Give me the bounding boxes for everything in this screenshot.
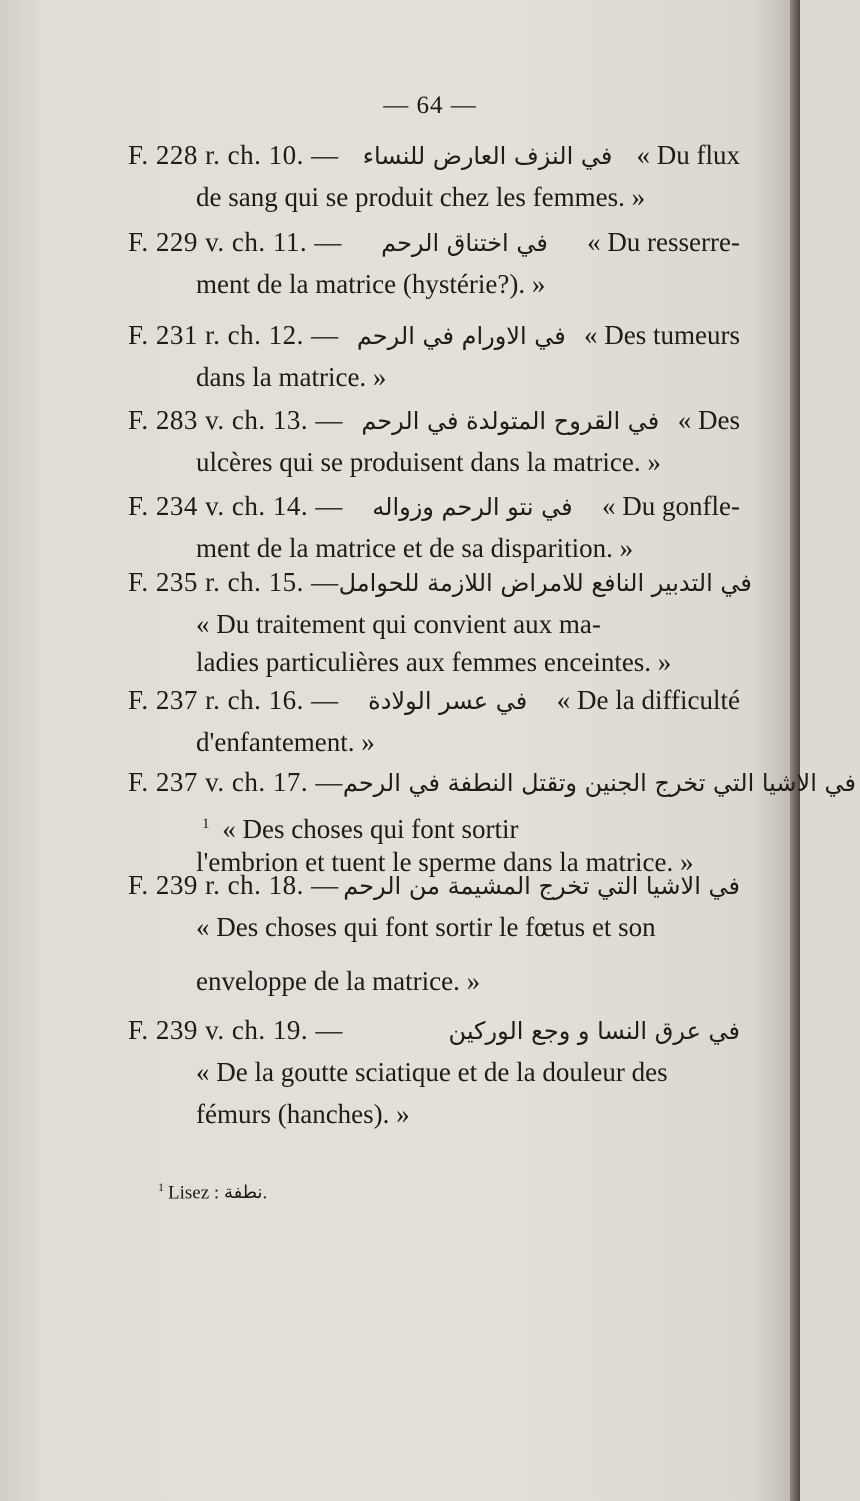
entry-continuation: ment de la matrice et de sa disparition. » <box>196 533 634 563</box>
arabic-title: في الاشيا التي تخرج المشيمة من الرحم <box>343 872 740 900</box>
book-spine-edge <box>790 0 800 1501</box>
arabic-title: في الاورام في الرحم <box>356 322 566 350</box>
footnote-text: Lisez : <box>168 1182 220 1204</box>
french-translation: « De la difficulté <box>556 685 740 715</box>
entry-first-line <box>128 865 740 905</box>
entry-continuation: dans la matrice. » <box>196 362 387 392</box>
folio-reference: F. 283 v. ch. 13. — <box>128 405 343 435</box>
folio-reference: F. 228 r. ch. 10. — <box>128 140 339 170</box>
entry-continuation: de sang qui se produit chez les femmes. » <box>196 182 646 212</box>
folio-reference: F. 239 r. ch. 18. — <box>128 870 339 900</box>
footnote-mark: 1 <box>158 1180 164 1194</box>
entry-first-line <box>128 222 740 262</box>
entry-continuation: d'enfantement. » <box>196 727 375 757</box>
entry-continuation <box>196 804 740 844</box>
arabic-title: في نتو الرحم وزواله <box>372 493 573 521</box>
folio-reference: F. 237 r. ch. 16. — <box>128 685 339 715</box>
french-translation: « Du flux <box>636 140 740 170</box>
entry-first-line <box>128 680 740 720</box>
folio-reference: F. 235 r. ch. 15. — <box>128 567 339 597</box>
entry-continuation: ment de la matrice (hystérie?). » <box>196 269 546 299</box>
french-translation: « Du gonfle- <box>602 491 740 521</box>
footnote-end: . <box>262 1182 268 1204</box>
entry-continuation: fémurs (hanches). » <box>196 1099 410 1129</box>
french-translation: « Des <box>677 405 740 435</box>
footnote-reference[interactable]: 1 <box>202 816 210 832</box>
arabic-title: في التدبير النافع للامراض اللازمة للحوامل <box>338 569 752 597</box>
arabic-title: في اختناق الرحم <box>381 229 548 257</box>
folio-reference: F. 239 v. ch. 19. — <box>128 1015 343 1045</box>
entry-continuation: « De la goutte sciatique et de la douleur des <box>196 1057 668 1087</box>
entry-first-line <box>128 1010 740 1050</box>
entry-continuation: ulcères qui se produisent dans la matrice. » <box>196 447 661 477</box>
entry-continuation: enveloppe de la matrice. » <box>196 966 481 996</box>
french-translation: « Des tumeurs <box>584 320 740 350</box>
entry-continuation: ladies particulières aux femmes enceintes. » <box>196 647 672 677</box>
entry-first-line <box>128 562 752 602</box>
arabic-title: في الاشيا التي تخرج الجنين وتقتل النطفة في الرحم <box>342 769 856 797</box>
arabic-title: في عرق النسا و وجع الوركين <box>448 1017 740 1045</box>
french-translation: « Du resserre- <box>587 227 740 257</box>
arabic-title: في النزف العارض للنساء <box>362 142 613 170</box>
entry-continuation: « Des choses qui font sortir le fœtus et son <box>196 912 656 942</box>
entry-first-line <box>128 400 740 440</box>
arabic-title: في عسر الولادة <box>368 687 528 715</box>
page-number: — 64 — <box>383 92 477 119</box>
footnote <box>158 1180 267 1204</box>
entry-continuation: l'embrion et tuent le sperme dans la matrice. » <box>196 847 694 877</box>
folio-reference: F. 229 v. ch. 11. — <box>128 227 342 257</box>
arabic-title: في القروح المتولدة في الرحم <box>361 407 660 435</box>
entry-first-line <box>128 135 740 175</box>
entry-first-line <box>128 315 740 355</box>
entry-first-line <box>128 486 740 526</box>
entry-continuation-text: « Des choses qui font sortir <box>222 814 519 844</box>
entry-first-line <box>128 762 856 802</box>
entry-continuation: « Du traitement qui convient aux ma- <box>196 609 601 639</box>
folio-reference: F. 231 r. ch. 12. — <box>128 320 339 350</box>
footnote-arabic: نطفة <box>223 1182 263 1204</box>
folio-reference: F. 237 v. ch. 17. — <box>128 767 343 797</box>
folio-reference: F. 234 v. ch. 14. — <box>128 491 343 521</box>
